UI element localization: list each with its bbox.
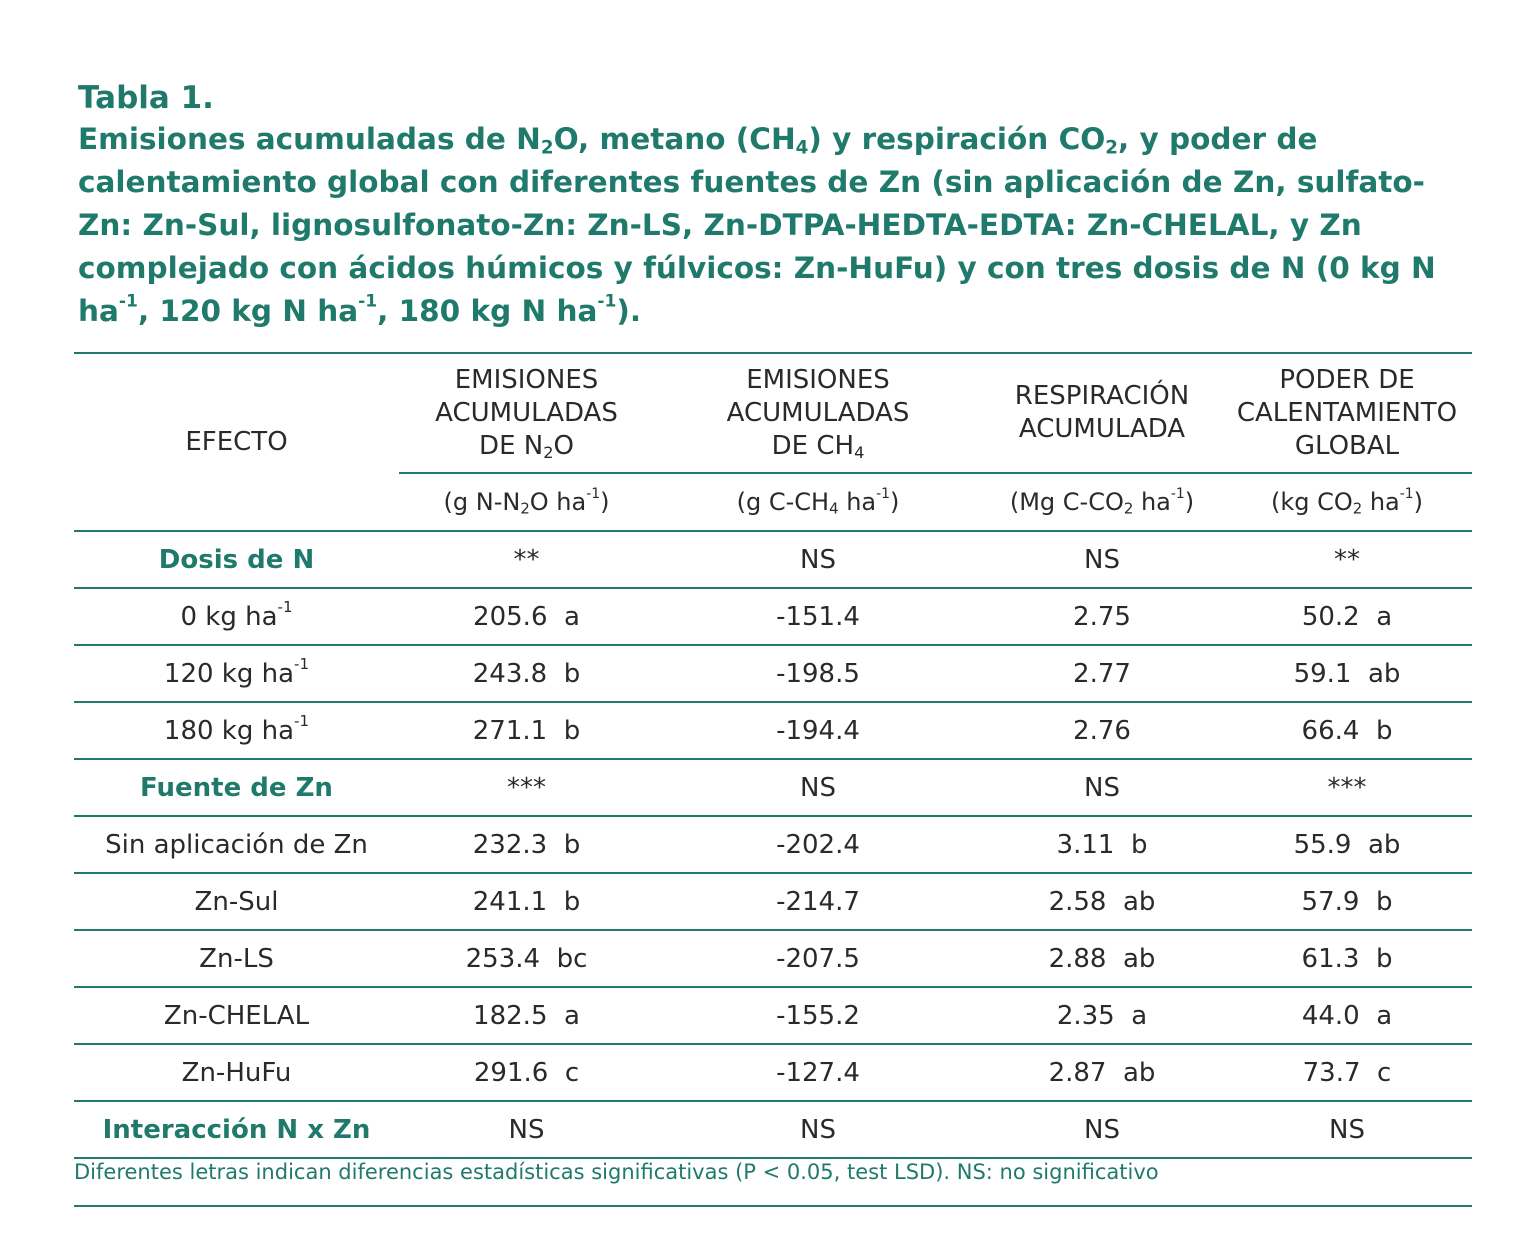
group-label: Fuente de Zn [74, 759, 399, 816]
results-table [74, 352, 1472, 1159]
cell-value: NS [982, 759, 1222, 816]
header-n2o: EMISIONES ACUMULADAS DE $N_2O$ [399, 353, 654, 473]
cell-value: 73.7 c [1222, 1044, 1472, 1101]
table-body [74, 531, 1472, 1158]
cell-value: NS [982, 531, 1222, 588]
cell-value: 2.77 [982, 645, 1222, 702]
table-footnote: Diferentes letras indican diferencias estadísticas significativas (P < 0.05, test LSD). NS: no significativo [74, 1160, 1159, 1184]
cell-value: 59.1 ab [1222, 645, 1472, 702]
table-row [74, 930, 1472, 987]
header-pcg: PODER DE CALENTAMIENTO GLOBAL [1222, 353, 1472, 473]
table-caption [78, 78, 1478, 333]
row-label: Zn-LS [74, 930, 399, 987]
cell-value: NS [982, 1101, 1222, 1158]
cell-value: -207.5 [654, 930, 982, 987]
row-label: 180 kg $ha^{-1}$ [74, 702, 399, 759]
cell-value: 2.87 ab [982, 1044, 1222, 1101]
unit-respiracion: (Mg $C-CO_2$ $ha^{-1}$) [1009, 486, 1195, 518]
cell-value: 2.88 ab [982, 930, 1222, 987]
unit-n2o: (g $N-N_2O$ $ha^{-1}$) [443, 486, 610, 518]
cell-value: ** [1222, 531, 1472, 588]
cell-value: NS [399, 1101, 654, 1158]
cell-value: -127.4 [654, 1044, 982, 1101]
unit-ch4: (g $C-CH_4$ $ha^{-1}$) [736, 486, 900, 518]
cell-value: *** [399, 759, 654, 816]
table-title: Emisiones acumuladas de $N_2O$, metano $(CH_4)$ y respiración $CO_2$, y poder de calentamiento global con diferentes fuentes de Zn (sin aplicación de Zn, sulfato-Zn: Zn-Sul, lignosulfonato-Zn: Zn-LS, Zn-DTPA-HEDTA-EDTA: Zn-CHELAL, y Zn complejado con ácidos húmicos y fúlvicos: Zn-HuFu) y con tres dosis de N (0 kg N $ha^{-1}$, 120 kg N $ha^{-1}$, 180 kg N $ha^{-1}$). [78, 122, 1436, 328]
cell-value: 205.6 a [399, 588, 654, 645]
row-label: Zn-CHELAL [74, 987, 399, 1044]
cell-value: 291.6 c [399, 1044, 654, 1101]
header-respiracion: RESPIRACIÓN ACUMULADA [982, 353, 1222, 473]
cell-value: 2.58 ab [982, 873, 1222, 930]
unit-pcg: (kg $CO_2$ $ha^{-1}$) [1270, 486, 1424, 518]
row-label: 0 kg $ha^{-1}$ [74, 588, 399, 645]
table-row [74, 1101, 1472, 1158]
cell-value: -198.5 [654, 645, 982, 702]
cell-value: 2.75 [982, 588, 1222, 645]
cell-value: 243.8 b [399, 645, 654, 702]
table-row [74, 588, 1472, 645]
cell-value: 44.0 a [1222, 987, 1472, 1044]
cell-value: 182.5 a [399, 987, 654, 1044]
group-label: Interacción N x Zn [74, 1101, 399, 1158]
cell-value: 253.4 bc [399, 930, 654, 987]
table-label: Tabla 1. [78, 80, 214, 116]
cell-value: ** [399, 531, 654, 588]
cell-value: 271.1 b [399, 702, 654, 759]
cell-value: 57.9 b [1222, 873, 1472, 930]
cell-value: -214.7 [654, 873, 982, 930]
cell-value: -194.4 [654, 702, 982, 759]
cell-value: 61.3 b [1222, 930, 1472, 987]
row-label: Sin aplicación de Zn [74, 816, 399, 873]
row-label: 120 kg $ha^{-1}$ [74, 645, 399, 702]
cell-value: -151.4 [654, 588, 982, 645]
cell-value: 55.9 ab [1222, 816, 1472, 873]
header-ch4: EMISIONES ACUMULADAS DE $CH_4$ [654, 353, 982, 473]
table-row [74, 531, 1472, 588]
cell-value: 241.1 b [399, 873, 654, 930]
cell-value: 2.35 a [982, 987, 1222, 1044]
cell-value: NS [654, 759, 982, 816]
cell-value: 3.11 b [982, 816, 1222, 873]
cell-value: NS [654, 531, 982, 588]
table-row [74, 873, 1472, 930]
cell-value: 2.76 [982, 702, 1222, 759]
table-row [74, 645, 1472, 702]
header-efecto: EFECTO [74, 353, 399, 531]
results-table-wrapper [74, 352, 1472, 1159]
cell-value: -202.4 [654, 816, 982, 873]
cell-value: 66.4 b [1222, 702, 1472, 759]
table-row [74, 987, 1472, 1044]
row-label: Zn-HuFu [74, 1044, 399, 1101]
cell-value: 50.2 a [1222, 588, 1472, 645]
cell-value: *** [1222, 759, 1472, 816]
bottom-divider [74, 1205, 1472, 1207]
table-row [74, 702, 1472, 759]
table-row [74, 759, 1472, 816]
cell-value: 232.3 b [399, 816, 654, 873]
cell-value: NS [654, 1101, 982, 1158]
cell-value: -155.2 [654, 987, 982, 1044]
table-row [74, 816, 1472, 873]
group-label: Dosis de N [74, 531, 399, 588]
cell-value: NS [1222, 1101, 1472, 1158]
row-label: Zn-Sul [74, 873, 399, 930]
table-row [74, 1044, 1472, 1101]
